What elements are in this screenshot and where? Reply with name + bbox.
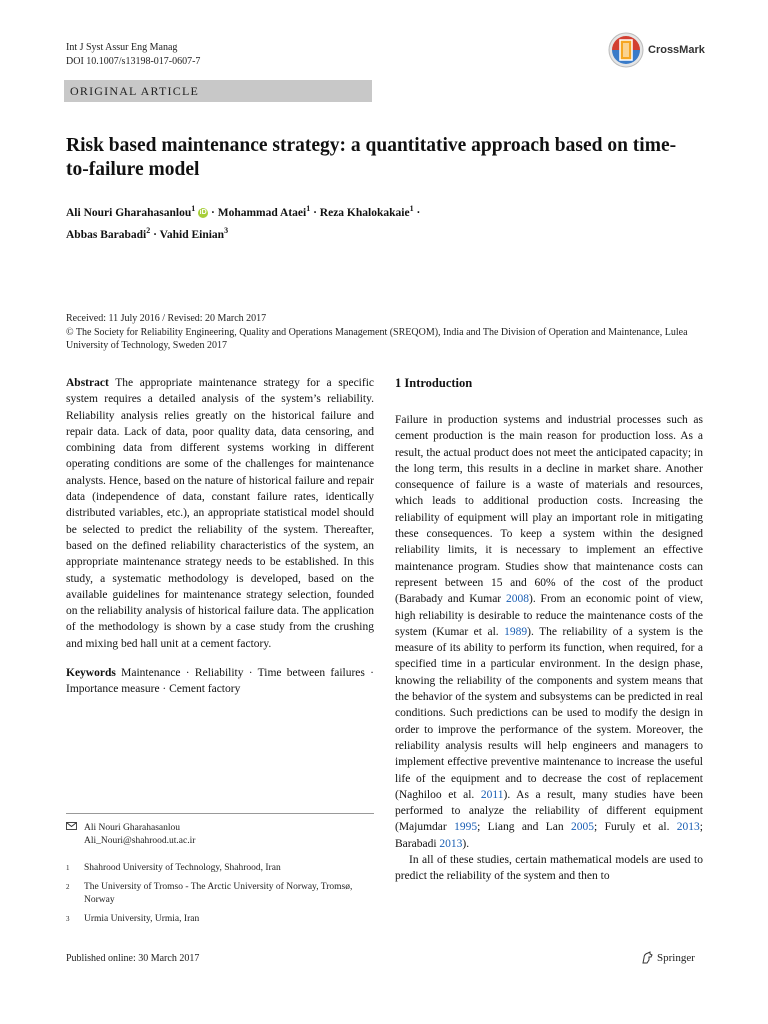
publisher-logo[interactable] xyxy=(640,951,695,965)
left-column xyxy=(66,375,374,698)
citation-link[interactable]: 2008 xyxy=(506,593,529,606)
intro-paragraph-1: Failure in production systems and industrial processes such as cement production is the main reason for production loss. As a result, the actual product does not meet the anticipated capacity; in the long term, this results in a decline in market share. Another consequence of failure is a waste of materials and resources, which leads to additional production costs. Increasing the reliability of equipment will play an important role in mitigating these consequences. To keep a system within the designed reliability limits, it is necessary to implement an effective maintenance program. Studies show that maintenance costs can represent between 15 and 60% of the cost of the product (Barabady and Kumar 2008). From an economic point of view, high reliability is desirable to reduce the maintenance costs of the system (Kumar et al. 1989). The reliability of a system is the measure of its ability to perform its function, when required, for a specified time in a particular environment. In the design phase, knowing the reliability of the components and system means that the behavior of the system and subsystems can be predicted in real conditions. Such predictions can be used to modify the design in order to improve the performance of the system. Moreover, the reliability analysis results will help engineers and managers to implement effective preventive maintenance to increase the useful life of the equipment and to decrease the cost of replacement (Naghiloo et al. 2011). As a result, many studies have been performed to analyze the reliability of different equipment (Majumdar 1995; Liang and Lan 2005; Furuly et al. 2013; Barabadi 2013). xyxy=(395,414,704,850)
journal-info xyxy=(66,41,200,69)
author-list: Ali Nouri Gharahasanlou$^1$ iD · Mohammad Ataei$^1$ · Reza Khalokakaie$^1$ · Abbas Barabadi$^2$ · Vahid Einian$^3$ xyxy=(66,204,421,241)
crossmark-badge[interactable] xyxy=(608,30,705,70)
affiliation-item xyxy=(66,862,374,876)
corresponding-email[interactable]: Ali_Nouri@shahrood.ut.ac.ir xyxy=(84,835,196,846)
author-affiliation-mark: 2 xyxy=(146,225,151,235)
paper-title: Risk based maintenance strategy: a quantitative approach based on time-to-failure model xyxy=(66,135,677,180)
affiliation-number: 3 xyxy=(66,915,70,923)
affiliation-text: Shahrood University of Technology, Shahrood, Iran xyxy=(84,863,281,873)
affiliation-item xyxy=(66,913,374,927)
author-name[interactable]: Ali Nouri Gharahasanlou xyxy=(66,206,192,219)
right-column xyxy=(395,375,703,885)
affiliation-number: 1 xyxy=(66,864,70,872)
author-name[interactable]: Mohammad Ataei xyxy=(217,206,307,219)
envelope-icon xyxy=(66,822,77,835)
affiliation-item xyxy=(66,881,374,909)
affiliation-number: 2 xyxy=(66,883,70,891)
author-affiliation-mark: 1 xyxy=(191,204,196,213)
published-date: Published online: 30 March 2017 xyxy=(66,953,200,964)
citation-link[interactable]: 2013 xyxy=(439,837,463,850)
citation-link[interactable]: 2005 xyxy=(571,821,595,834)
springer-horse-icon xyxy=(640,951,654,965)
citation-link[interactable]: 1989 xyxy=(504,625,528,638)
section-heading-introduction: 1 Introduction xyxy=(395,376,473,390)
crossmark-icon xyxy=(608,32,644,68)
publication-history xyxy=(66,312,706,353)
citation-link[interactable]: 2011 xyxy=(480,788,504,801)
affiliation-text: The University of Tromso - The Arctic University of Norway, Tromsø, Norway xyxy=(84,882,353,905)
abstract xyxy=(66,375,374,652)
article-type-banner: ORIGINAL ARTICLE xyxy=(64,80,372,102)
author-name[interactable]: Vahid Einian xyxy=(159,228,225,241)
orcid-icon[interactable]: iD xyxy=(199,209,207,217)
publisher-name: Springer xyxy=(657,952,695,964)
author-name[interactable]: Abbas Barabadi xyxy=(66,228,147,241)
received-date: Received: 11 July 2016 / Revised: 20 March 2017 xyxy=(66,313,267,324)
copyright-notice: © The Society for Reliability Engineering, Quality and Operations Management (SREQOM), India and The Division of Operation and Maintenance, Lulea University of Technology, Sweden 2017 xyxy=(66,326,688,351)
author-affiliation-mark: 1 xyxy=(409,204,414,213)
journal-name: Int J Syst Assur Eng Manag xyxy=(66,42,178,53)
abstract-label: Abstract xyxy=(66,377,109,389)
citation-link[interactable]: 2013 xyxy=(676,821,700,834)
keywords xyxy=(66,665,374,698)
keywords-text: Maintenance · Reliability · Time between failures · Importance measure · Cement factory xyxy=(66,667,375,696)
keywords-label: Keywords xyxy=(66,667,116,680)
crossmark-label: CrossMark xyxy=(648,44,705,56)
citation-link[interactable]: 1995 xyxy=(454,821,478,834)
affiliation-text: Urmia University, Urmia, Iran xyxy=(84,914,200,924)
corresponding-name: Ali Nouri Gharahasanlou xyxy=(84,823,181,833)
author-affiliation-mark: 3 xyxy=(224,225,229,235)
corresponding-author xyxy=(66,822,374,850)
abstract-text: The appropriate maintenance strategy for a specific system requires a detailed analysis of the system’s reliability. Reliability analysis relies greatly on the historical failure and repair data. Lack of data, poor quality data, data censoring, and combining data from different systems working in different operating conditions are some of the challenges for maintenance analysts. Hence, based on the nature of historical failure and repair data (independence of data, constant failure rates, identically distributed variables, etc.), an appropriate statistical model should be selected to predict the reliability of the system. Thereafter, based on the defined reliability characteristics of the system, an appropriate maintenance strategy needs to be established. In this study, a systematic methodology is developed, based on the available guidelines for maintenance strategy selection, founded on the reliability analysis of historical failure data. The application of the methodology is shown by a case study from the crushing and mixing bed hall unit at a cement factory. xyxy=(66,377,374,650)
author-affiliation-mark: 1 xyxy=(306,204,311,213)
author-name[interactable]: Reza Khalokakaie xyxy=(319,206,410,219)
journal-doi[interactable]: DOI 10.1007/s13198-017-0607-7 xyxy=(66,56,201,67)
footnote-divider xyxy=(66,813,374,814)
intro-paragraph-2: In all of these studies, certain mathematical models are used to predict the reliability of the system and then to xyxy=(395,854,703,883)
